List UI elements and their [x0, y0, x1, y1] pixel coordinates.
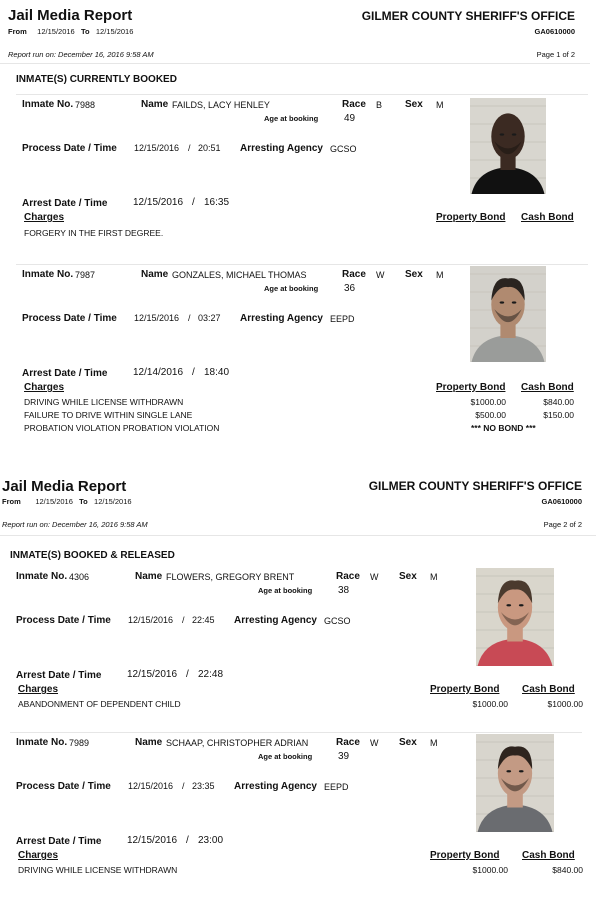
sex-value: M: [436, 100, 444, 110]
agency-label: Arresting Agency: [240, 143, 323, 154]
inmate-number: 4306: [69, 572, 90, 582]
page-number: Page 1 of 2: [536, 50, 575, 59]
cash-bond-amount: $840.00: [543, 397, 574, 407]
sex-label: Sex: [399, 571, 417, 582]
inmate-name: GONZALES, MICHAEL THOMAS: [172, 270, 307, 280]
inmate-name: FLOWERS, GREGORY BRENT: [166, 572, 295, 582]
arrest-time: 18:40: [204, 367, 230, 378]
property-bond-header: Property Bond: [430, 850, 500, 861]
cash-bond-amount: $1000.00: [547, 699, 583, 709]
inmate-number: 7987: [75, 270, 96, 280]
property-bond-header: Property Bond: [430, 684, 500, 695]
property-bond-amount: $1000.00: [472, 865, 508, 875]
race-value: W: [370, 572, 379, 582]
race-value: W: [376, 270, 385, 280]
process-label: Process Date / Time: [16, 615, 111, 626]
charges-header: Charges: [18, 850, 59, 861]
process-time: 23:35: [192, 781, 215, 791]
divider: [16, 94, 588, 95]
charges-header: Charges: [18, 684, 59, 695]
process-date: 12/15/2016: [134, 143, 180, 153]
cash-bond-header: Cash Bond: [522, 684, 575, 695]
separator: /: [186, 669, 189, 680]
to-label: To: [79, 497, 88, 506]
arrest-time: 22:48: [198, 669, 224, 680]
inmate-no-label: Inmate No.: [22, 99, 74, 110]
age-label: Age at booking: [258, 752, 313, 761]
run-on: Report run on: December 16, 2016 9:58 AM: [8, 50, 154, 59]
cash-bond-header: Cash Bond: [522, 850, 575, 861]
section-heading: INMATE(S) CURRENTLY BOOKED: [16, 74, 177, 85]
divider: [16, 264, 588, 265]
person-silhouette-icon: [476, 568, 554, 666]
process-date: 12/15/2016: [128, 615, 174, 625]
sex-label: Sex: [405, 269, 423, 280]
separator: /: [182, 615, 185, 625]
charge-description: DRIVING WHILE LICENSE WITHDRAWN: [24, 397, 184, 407]
process-label: Process Date / Time: [22, 143, 117, 154]
sex-value: M: [436, 270, 444, 280]
process-time: 22:45: [192, 615, 215, 625]
ori-code: GA0610000: [534, 27, 575, 36]
arrest-label: Arrest Date / Time: [22, 198, 108, 209]
age-label: Age at booking: [264, 284, 319, 293]
agency-value: GCSO: [324, 616, 351, 626]
charge-description: ABANDONMENT OF DEPENDENT CHILD: [18, 699, 181, 709]
property-bond-amount: *** NO BOND ***: [471, 423, 536, 433]
age-value: 49: [344, 113, 356, 124]
from-label: From: [8, 27, 27, 36]
person-silhouette-icon: [470, 266, 546, 362]
process-time: 03:27: [198, 313, 221, 323]
separator: /: [186, 835, 189, 846]
race-label: Race: [342, 269, 366, 280]
from-label: From: [2, 497, 21, 506]
race-label: Race: [336, 737, 360, 748]
arrest-label: Arrest Date / Time: [16, 836, 102, 847]
name-label: Name: [135, 737, 163, 748]
name-label: Name: [141, 99, 169, 110]
agency-value: GCSO: [330, 144, 357, 154]
report-title: Jail Media Report: [8, 7, 133, 24]
property-bond-amount: $1000.00: [472, 699, 508, 709]
arrest-date: 12/15/2016: [133, 197, 184, 208]
inmate-no-label: Inmate No.: [22, 269, 74, 280]
process-label: Process Date / Time: [16, 781, 111, 792]
inmate-name: SCHAAP, CHRISTOPHER ADRIAN: [166, 738, 309, 748]
arrest-label: Arrest Date / Time: [16, 670, 102, 681]
divider: [10, 732, 582, 733]
mugshot-photo: [476, 734, 554, 832]
property-bond-amount: $1000.00: [470, 397, 506, 407]
race-label: Race: [336, 571, 360, 582]
property-bond-header: Property Bond: [436, 212, 506, 223]
sex-value: M: [430, 738, 438, 748]
arrest-label: Arrest Date / Time: [22, 368, 108, 379]
separator: /: [192, 197, 195, 208]
age-value: 38: [338, 585, 350, 596]
agency-value: EEPD: [324, 782, 349, 792]
cash-bond-amount: $150.00: [543, 410, 574, 420]
charge-description: FAILURE TO DRIVE WITHIN SINGLE LANE: [24, 410, 193, 420]
arrest-date: 12/15/2016: [127, 669, 178, 680]
separator: /: [188, 143, 191, 153]
sex-value: M: [430, 572, 438, 582]
section-heading: INMATE(S) BOOKED & RELEASED: [10, 550, 175, 561]
page-number: Page 2 of 2: [543, 520, 582, 529]
race-label: Race: [342, 99, 366, 110]
property-bond-amount: $500.00: [475, 410, 506, 420]
race-value: W: [370, 738, 379, 748]
inmate-no-label: Inmate No.: [16, 737, 68, 748]
cash-bond-header: Cash Bond: [521, 212, 574, 223]
ori-code: GA0610000: [541, 497, 582, 506]
to-label: To: [80, 27, 90, 36]
property-bond-header: Property Bond: [436, 382, 506, 393]
age-value: 39: [338, 751, 350, 762]
charge-description: PROBATION VIOLATION PROBATION VIOLATION: [24, 423, 220, 433]
age-label: Age at booking: [264, 114, 319, 123]
separator: /: [188, 313, 191, 323]
process-label: Process Date / Time: [22, 313, 117, 324]
office-name: GILMER COUNTY SHERIFF'S OFFICE: [361, 9, 575, 23]
name-label: Name: [135, 571, 163, 582]
separator: /: [192, 367, 195, 378]
date-range: [8, 27, 133, 36]
report-title: Jail Media Report: [2, 478, 127, 495]
to-date: 12/15/2016: [95, 27, 134, 36]
person-silhouette-icon: [470, 98, 546, 194]
charge-description: DRIVING WHILE LICENSE WITHDRAWN: [18, 865, 178, 875]
mugshot-photo: [470, 98, 546, 194]
sex-label: Sex: [405, 99, 423, 110]
from-date: 12/15/2016: [37, 27, 75, 36]
mugshot-photo: [470, 266, 546, 362]
age-label: Age at booking: [258, 586, 313, 595]
sex-label: Sex: [399, 737, 417, 748]
arrest-date: 12/15/2016: [127, 835, 178, 846]
name-label: Name: [141, 269, 169, 280]
cash-bond-header: Cash Bond: [521, 382, 574, 393]
to-date: 12/15/2016: [94, 497, 132, 506]
arrest-time: 16:35: [204, 197, 230, 208]
race-value: B: [376, 100, 383, 110]
cash-bond-amount: $840.00: [552, 865, 583, 875]
charges-header: Charges: [24, 212, 65, 223]
divider: [0, 63, 590, 64]
process-time: 20:51: [198, 143, 221, 153]
from-date: 12/15/2016: [35, 497, 73, 506]
charges-header: Charges: [24, 382, 65, 393]
office-name: GILMER COUNTY SHERIFF'S OFFICE: [368, 479, 582, 493]
run-on: Report run on: December 16, 2016 9:58 AM: [2, 520, 148, 529]
age-value: 36: [344, 283, 356, 294]
process-date: 12/15/2016: [128, 781, 174, 791]
charge-description: FORGERY IN THE FIRST DEGREE.: [24, 228, 164, 238]
separator: /: [182, 781, 185, 791]
person-silhouette-icon: [476, 734, 554, 832]
process-date: 12/15/2016: [134, 313, 180, 323]
arrest-time: 23:00: [198, 835, 224, 846]
inmate-number: 7988: [75, 100, 96, 110]
agency-label: Arresting Agency: [234, 615, 317, 626]
mugshot-photo: [476, 568, 554, 666]
inmate-name: FAILDS, LACY HENLEY: [172, 100, 270, 110]
arrest-date: 12/14/2016: [133, 367, 184, 378]
divider: [0, 535, 596, 536]
date-range: [2, 497, 132, 506]
inmate-number: 7989: [69, 738, 90, 748]
agency-label: Arresting Agency: [240, 313, 323, 324]
agency-label: Arresting Agency: [234, 781, 317, 792]
inmate-no-label: Inmate No.: [16, 571, 68, 582]
agency-value: EEPD: [330, 314, 355, 324]
